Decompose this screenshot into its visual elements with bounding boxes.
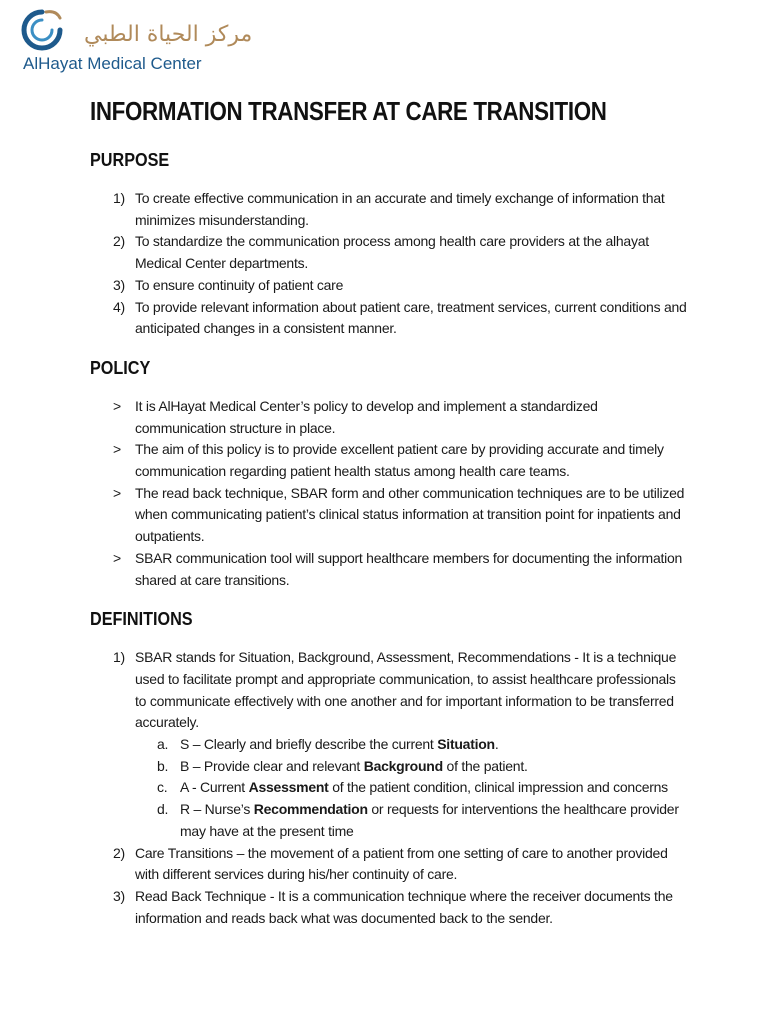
- list-marker: 4): [113, 298, 125, 315]
- sublist-item: [135, 777, 690, 799]
- sublist-marker: d.: [157, 801, 169, 818]
- sublist-bold-term: Background: [363, 757, 443, 774]
- sublist-marker: c.: [157, 779, 168, 796]
- list-item: [90, 275, 690, 297]
- list-item-text: The aim of this policy is to provide excellent patient care by providing accurate and timely communication regarding patient health status among health care teams.: [135, 441, 664, 480]
- sbar-sublist: [135, 734, 690, 843]
- list-marker: 2): [113, 844, 125, 861]
- list-item-text: To standardize the communication process among health care providers at the alhayat Medical Center departments.: [135, 233, 649, 272]
- list-item: [90, 297, 690, 340]
- logo: [20, 8, 253, 78]
- list-item: [90, 188, 690, 231]
- list-item-text: SBAR stands for Situation, Background, Assessment, Recommendations - It is a technique used to facilitate prompt and appropriate communication, to assist healthcare professionals to communicate effectively with one another and for important information to be transferred accurately.: [135, 649, 677, 731]
- list-item: [90, 647, 690, 842]
- list-marker: 3): [113, 276, 125, 293]
- sublist-bold-term: Situation: [437, 736, 495, 753]
- document-body: [90, 92, 690, 929]
- purpose-list: [90, 188, 690, 340]
- list-item-text: SBAR communication tool will support healthcare members for documenting the information shared at care transitions.: [135, 549, 683, 588]
- logo-arabic-text: مركز الحياة الطبي: [84, 22, 253, 47]
- logo-english-text: AlHayat Medical Center: [23, 54, 202, 73]
- list-marker: 3): [113, 887, 125, 904]
- list-marker: 1): [113, 649, 125, 666]
- list-marker: 2): [113, 233, 125, 250]
- list-item: [90, 396, 690, 439]
- definitions-list: [90, 647, 690, 929]
- sublist-marker: a.: [157, 736, 169, 753]
- list-item: [90, 843, 690, 886]
- list-item: [90, 439, 690, 482]
- list-item-text: The read back technique, SBAR form and other communication techniques are to be utilized when communicating patient’s clinical status information at transition point for inpatients and outpatients.: [135, 484, 685, 545]
- list-marker: >: [113, 484, 121, 501]
- sublist-item: [135, 756, 690, 778]
- list-item-text: Care Transitions – the movement of a patient from one setting of care to another provided with different services during his/her continuity of care.: [135, 844, 668, 883]
- list-item-text: To create effective communication in an accurate and timely exchange of information that minimizes misunderstanding.: [135, 190, 665, 228]
- sublist-text: of the patient.: [442, 757, 528, 774]
- sublist-text: of the patient condition, clinical impression and concerns: [328, 779, 668, 796]
- logo-emblem-icon: [20, 8, 64, 52]
- list-item-text: Read Back Technique - It is a communication technique where the receiver documents the information and reads back what was documented back to the sender.: [135, 887, 673, 926]
- sublist-bold-term: Recommendation: [253, 801, 368, 818]
- sublist-text: B – Provide clear and relevant: [180, 757, 364, 774]
- list-marker: >: [113, 549, 121, 566]
- sublist-text: .: [494, 736, 499, 753]
- list-item-text: It is AlHayat Medical Center’s policy to develop and implement a standardized communication structure in place.: [135, 397, 598, 436]
- page-title: INFORMATION TRANSFER AT CARE TRANSITION: [90, 96, 607, 126]
- policy-list: [90, 396, 690, 591]
- list-item: [90, 886, 690, 929]
- list-item-text: To provide relevant information about patient care, treatment services, current conditions and anticipated changes in a consistent manner.: [135, 298, 687, 337]
- list-marker: >: [113, 441, 121, 458]
- purpose-heading: PURPOSE: [90, 150, 170, 170]
- list-item-text: To ensure continuity of patient care: [135, 276, 344, 293]
- sublist-item: [135, 734, 690, 756]
- sublist-bold-term: Assessment: [248, 779, 329, 796]
- sublist-marker: b.: [157, 757, 169, 774]
- list-item: [90, 483, 690, 548]
- policy-heading: POLICY: [90, 357, 151, 378]
- list-marker: >: [113, 397, 121, 414]
- list-marker: 1): [113, 190, 125, 206]
- sublist-text: A - Current: [180, 779, 249, 796]
- list-item: [90, 548, 690, 591]
- sublist-text: S – Clearly and briefly describe the current: [180, 736, 438, 753]
- sublist-text: R – Nurse’s: [180, 801, 254, 818]
- list-item: [90, 231, 690, 274]
- sublist-item: [135, 799, 690, 842]
- sublist-text: or requests for interventions the healthcare provider may have at the present time: [180, 801, 679, 839]
- definitions-heading: DEFINITIONS: [90, 609, 193, 630]
